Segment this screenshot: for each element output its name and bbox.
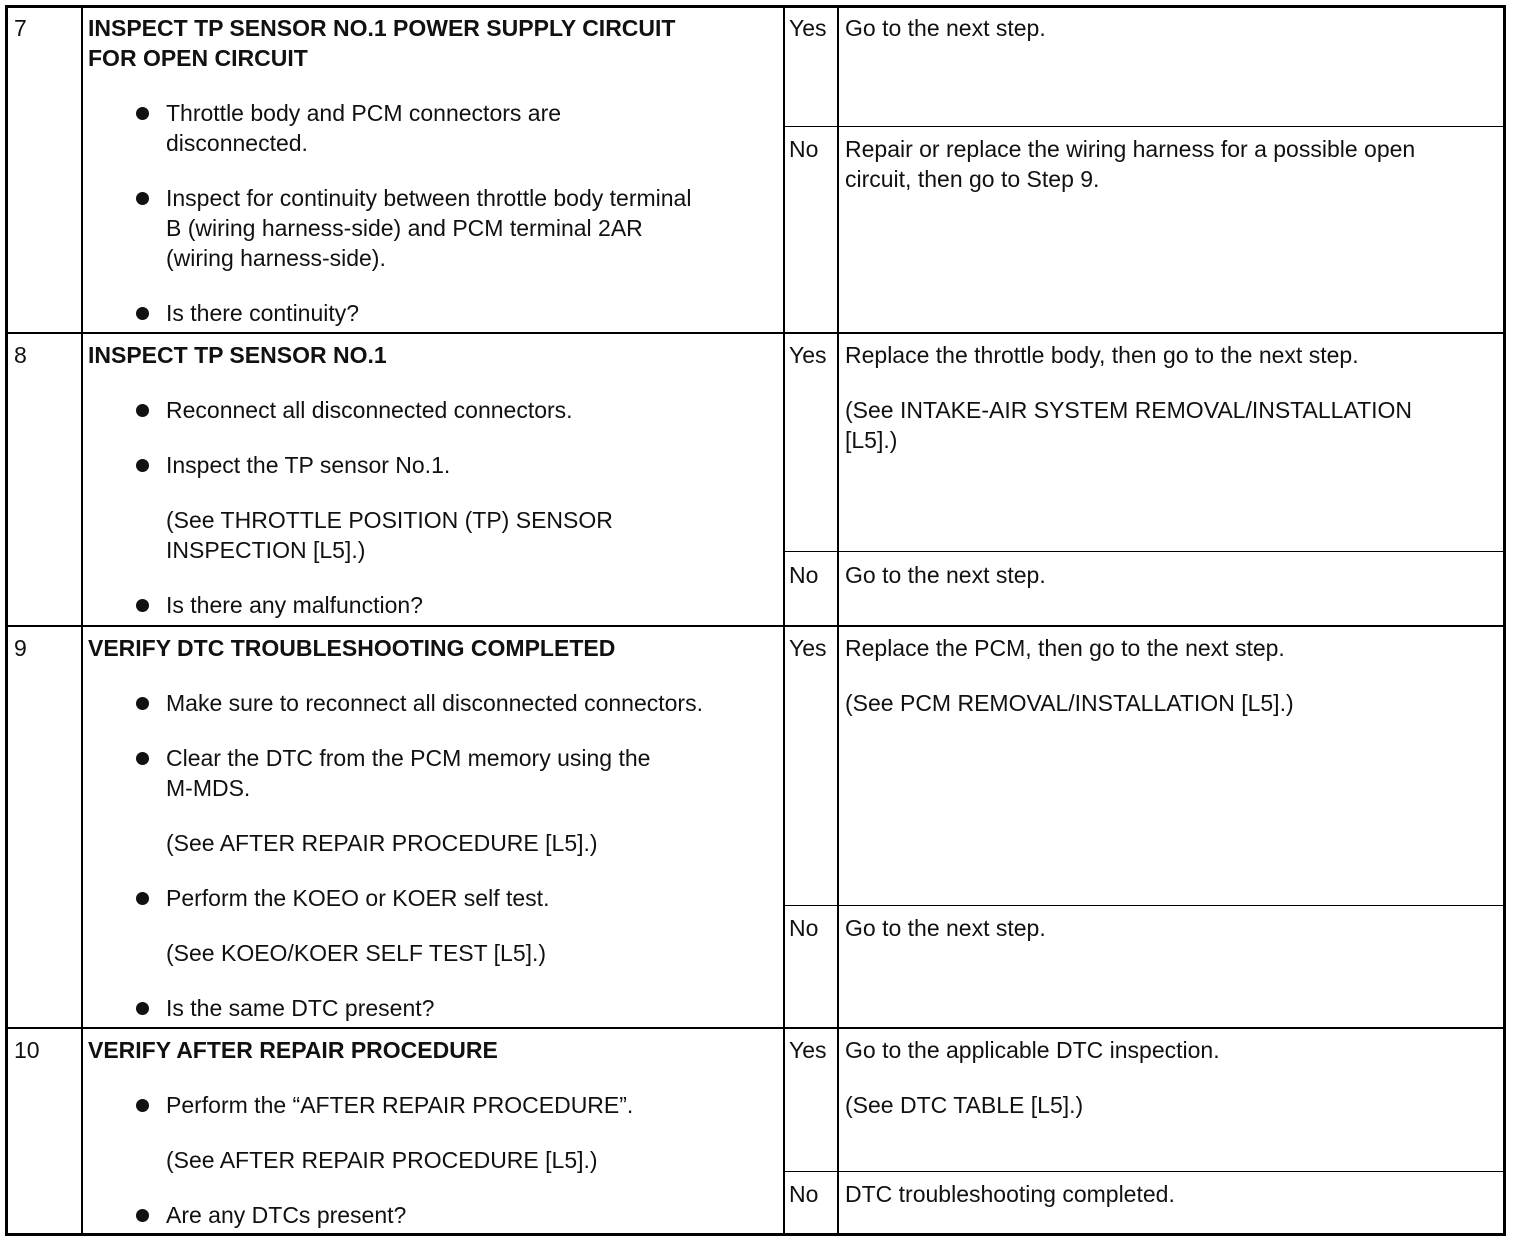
bullet-item <box>88 590 778 620</box>
bullet-text: Perform the KOEO or KOER self test. <box>166 885 550 911</box>
yes-no-label-divider-7 <box>783 126 837 127</box>
bullet-text: Throttle body and PCM connectors are <box>166 100 562 126</box>
bullet-item <box>88 298 778 328</box>
reference-line: INSPECTION [L5].) <box>166 537 366 563</box>
yes-result <box>845 340 1495 455</box>
bullet-text: (wiring harness-side). <box>166 245 386 271</box>
yes-no-label-divider-9 <box>783 905 837 906</box>
yes-result: Go to the next step. <box>845 15 1046 41</box>
yes-label: Yes <box>789 635 827 661</box>
bullet-text: M-MDS. <box>166 775 251 801</box>
reference-line: (See INTAKE-AIR SYSTEM REMOVAL/INSTALLATION <box>845 397 1413 423</box>
step-number: 9 <box>14 635 27 661</box>
yes-result-line: Replace the PCM, then go to the next step. <box>845 635 1285 661</box>
step-title-cont: FOR OPEN CIRCUIT <box>88 45 308 71</box>
bullet-icon <box>136 192 149 205</box>
bullet-icon <box>136 1002 149 1015</box>
bullet-text: Is there continuity? <box>166 300 360 326</box>
bullet-text: Inspect for continuity between throttle body terminal <box>166 185 692 211</box>
yes-label: Yes <box>789 15 827 41</box>
step-action <box>88 1035 778 1230</box>
step-action <box>88 13 778 328</box>
yes-label: Yes <box>789 342 827 368</box>
bullet-item <box>88 450 778 480</box>
yes-no-divider-9 <box>837 905 1506 906</box>
yes-result <box>845 1035 1495 1120</box>
row-divider-7-8 <box>5 332 1506 334</box>
step-title: INSPECT TP SENSOR NO.1 POWER SUPPLY CIRCUIT <box>88 15 676 41</box>
step-number: 8 <box>14 342 27 368</box>
no-result-line: circuit, then go to Step 9. <box>845 166 1100 192</box>
yes-no-label-divider-8 <box>783 551 837 552</box>
bullet-text: disconnected. <box>166 130 308 156</box>
bullet-icon <box>136 107 149 120</box>
bullet-icon <box>136 752 149 765</box>
bullet-icon <box>136 404 149 417</box>
bullet-text: Make sure to reconnect all disconnected connectors. <box>166 690 703 716</box>
reference-line: (See KOEO/KOER SELF TEST [L5].) <box>166 940 547 966</box>
row-divider-9-10 <box>5 1027 1506 1029</box>
reference-line: (See AFTER REPAIR PROCEDURE [L5].) <box>166 1147 598 1173</box>
no-label: No <box>789 136 819 162</box>
reference-line: (See DTC TABLE [L5].) <box>845 1092 1084 1118</box>
yes-label: Yes <box>789 1037 827 1063</box>
bullet-text: Is there any malfunction? <box>166 592 423 618</box>
bullet-item <box>88 883 778 913</box>
bullet-item <box>88 743 778 803</box>
bullet-icon <box>136 459 149 472</box>
step-title: INSPECT TP SENSOR NO.1 <box>88 342 387 368</box>
step-number: 10 <box>14 1037 40 1063</box>
no-result: Go to the next step. <box>845 915 1046 941</box>
no-result <box>845 134 1495 194</box>
reference-text <box>88 505 778 565</box>
yes-no-label-divider-10 <box>783 1171 837 1172</box>
reference-line: [L5].) <box>845 427 898 453</box>
bullet-icon <box>136 892 149 905</box>
bullet-item <box>88 395 778 425</box>
col-divider-answer <box>837 5 839 1236</box>
yes-result <box>845 633 1495 718</box>
bullet-text: B (wiring harness-side) and PCM terminal 2AR <box>166 215 643 241</box>
yes-no-divider-8 <box>837 551 1506 552</box>
no-label: No <box>789 1181 819 1207</box>
reference-line: (See THROTTLE POSITION (TP) SENSOR <box>166 507 613 533</box>
no-label: No <box>789 562 819 588</box>
bullet-item <box>88 688 778 718</box>
yes-result-line: Go to the applicable DTC inspection. <box>845 1037 1220 1063</box>
bullet-item <box>88 98 778 158</box>
bullet-text: Inspect the TP sensor No.1. <box>166 452 451 478</box>
bullet-text: Is the same DTC present? <box>166 995 435 1021</box>
step-number: 7 <box>14 15 27 41</box>
bullet-item <box>88 1090 778 1120</box>
bullet-text: Perform the “AFTER REPAIR PROCEDURE”. <box>166 1092 634 1118</box>
reference-line: (See PCM REMOVAL/INSTALLATION [L5].) <box>845 690 1294 716</box>
yes-result-line: Replace the throttle body, then go to the next step. <box>845 342 1359 368</box>
bullet-item <box>88 1200 778 1230</box>
no-result: Go to the next step. <box>845 562 1046 588</box>
bullet-icon <box>136 307 149 320</box>
no-result: DTC troubleshooting completed. <box>845 1181 1175 1207</box>
bullet-icon <box>136 1209 149 1222</box>
reference-line: (See AFTER REPAIR PROCEDURE [L5].) <box>166 830 598 856</box>
col-divider-number <box>81 5 83 1236</box>
step-title: VERIFY AFTER REPAIR PROCEDURE <box>88 1037 498 1063</box>
step-title: VERIFY DTC TROUBLESHOOTING COMPLETED <box>88 635 616 661</box>
bullet-text: Reconnect all disconnected connectors. <box>166 397 573 423</box>
yes-no-divider-10 <box>837 1171 1506 1172</box>
step-action <box>88 340 778 620</box>
col-divider-action <box>783 5 785 1236</box>
yes-no-divider-7 <box>837 126 1506 127</box>
bullet-text: Clear the DTC from the PCM memory using the <box>166 745 651 771</box>
bullet-item <box>88 993 778 1023</box>
step-action <box>88 633 778 1023</box>
no-label: No <box>789 915 819 941</box>
row-divider-8-9 <box>5 625 1506 627</box>
bullet-icon <box>136 697 149 710</box>
no-result-line: Repair or replace the wiring harness for a possible open <box>845 136 1416 162</box>
bullet-icon <box>136 599 149 612</box>
bullet-icon <box>136 1099 149 1112</box>
bullet-text: Are any DTCs present? <box>166 1202 407 1228</box>
bullet-item <box>88 183 778 273</box>
